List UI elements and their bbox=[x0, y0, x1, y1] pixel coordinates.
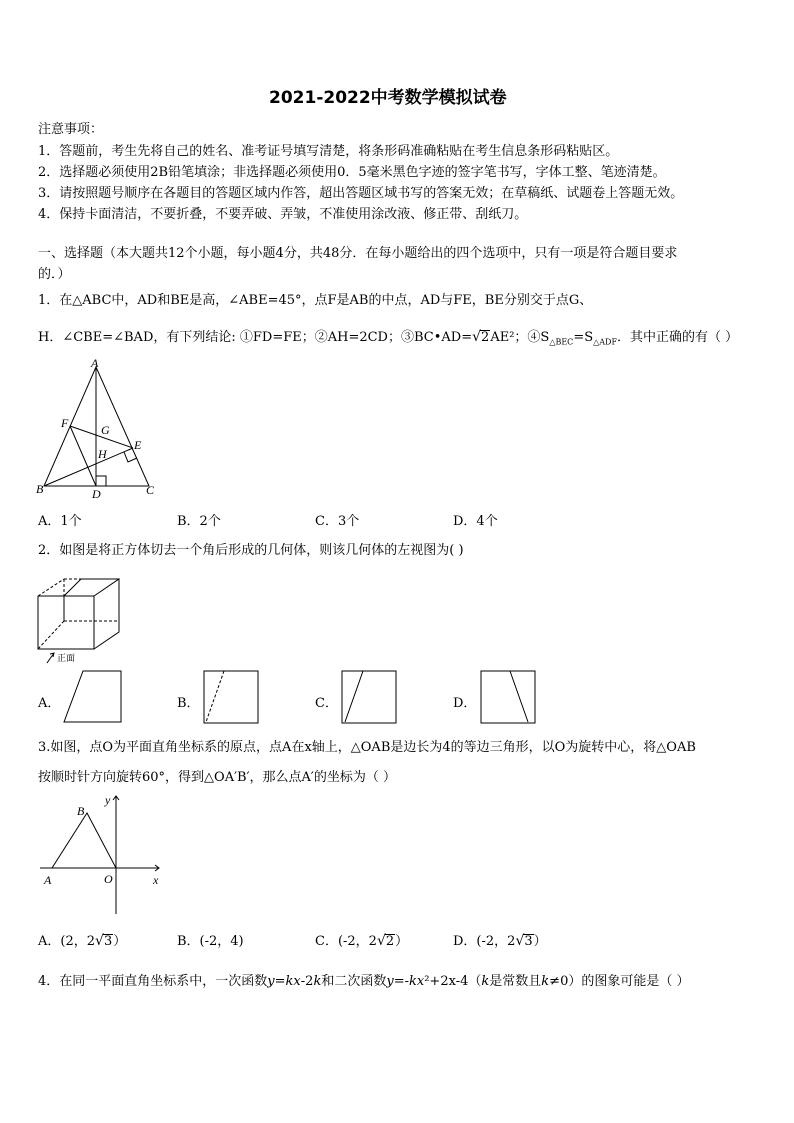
section-heading-line1: 一、选择题（本大题共12个小题，每小题4分，共48分．在每小题给出的四个选项中，只有一项是符合题目要求 bbox=[38, 246, 678, 261]
label-B: B bbox=[36, 482, 44, 496]
label-B: B bbox=[77, 804, 85, 818]
q1-option-d[interactable]: D．4个 bbox=[453, 514, 498, 529]
q3-option-b[interactable]: B．(-2，4) bbox=[177, 934, 244, 949]
label-A: A bbox=[91, 356, 99, 370]
q1-text-line2: H．∠CBE=∠BAD，有下列结论: ①FD=FE；②AH=2CD；③BC•AD=√2AE²；$④S_{\triangle BEC}=S_{\triangle ADF}$．其中正确的有（ ） bbox=[38, 329, 739, 347]
label-F: F bbox=[61, 416, 69, 430]
page-title: 2021-2022中考数学模拟试卷 bbox=[269, 88, 507, 108]
q2-cube-figure bbox=[34, 575, 134, 665]
q2-option-d-shape bbox=[480, 670, 538, 725]
q3-option-a[interactable]: A．(2，2√3） bbox=[38, 933, 127, 949]
q1-triangle-figure bbox=[30, 355, 170, 500]
q1-option-c[interactable]: C．3个 bbox=[315, 514, 360, 529]
label-E: E bbox=[134, 438, 142, 452]
label-A: A bbox=[44, 873, 52, 887]
q3-text-line2: 按顺时针方向旋转60°，得到△OA′B′，那么点A′的坐标为（ ） bbox=[38, 770, 397, 785]
label-x: x bbox=[153, 873, 159, 887]
sqrt-2: 2 bbox=[481, 330, 490, 345]
q3-coordinate-figure bbox=[34, 790, 169, 920]
q2-option-b[interactable]: B． bbox=[177, 696, 200, 711]
section-heading-line2: 的．） bbox=[38, 267, 71, 282]
label-O: O bbox=[104, 872, 113, 886]
q2-text: 2．如图是将正方体切去一个角后形成的几何体，则该几何体的左视图为( ) bbox=[38, 543, 464, 558]
q3-text-line1: 3.如图，点O为平面直角坐标系的原点，点A在x轴上，△OAB是边长为4的等边三角形，以O为旋转中心，将△OAB bbox=[38, 740, 696, 755]
label-D: D bbox=[92, 487, 101, 501]
q3-option-c[interactable]: C．(-2，2√2） bbox=[315, 933, 409, 949]
q2-option-c-shape bbox=[341, 670, 399, 725]
label-G: G bbox=[101, 423, 110, 437]
q1-option-b[interactable]: B．2个 bbox=[177, 514, 221, 529]
notice-item-4: 4．保持卡面清洁，不要折叠，不要弄破、弄皱，不准使用涂改液、修正带、刮纸刀。 bbox=[38, 207, 528, 222]
label-y: y bbox=[105, 793, 111, 807]
q1-text-line1: 1．在△ABC中，AD和BE是高，∠ABE=45°，点F是AB的中点，AD与FE，BE分别交于点G、 bbox=[38, 293, 593, 308]
q2-option-a-shape bbox=[62, 670, 124, 725]
q2-option-c[interactable]: C． bbox=[315, 696, 338, 711]
label-H: H bbox=[98, 447, 107, 461]
label-C: C bbox=[146, 483, 155, 497]
q1-option-a[interactable]: A．1个 bbox=[38, 514, 82, 529]
notice-item-1: 1．答题前，考生先将自己的姓名、准考证号填写清楚，将条形码准确粘贴在考生信息条形码粘贴区。 bbox=[38, 144, 619, 159]
q2-option-d[interactable]: D． bbox=[453, 696, 477, 711]
q4-text: 4．在同一平面直角坐标系中，一次函数y=kx-2k和二次函数y=-kx²+2x-4（k是常数且k≠0）的图象可能是（ ） bbox=[38, 974, 690, 989]
notice-item-2: 2．选择题必须使用2B铅笔填涂；非选择题必须使用0．5毫米黑色字迹的签字笔书写，字体工整、笔迹清楚。 bbox=[38, 165, 666, 180]
q3-option-d[interactable]: D．(-2，2√3） bbox=[453, 933, 547, 949]
front-label: 正面 bbox=[57, 654, 76, 664]
notice-heading: 注意事项： bbox=[38, 122, 104, 137]
notice-item-3: 3．请按照题号顺序在各题目的答题区域内作答，超出答题区域书写的答案无效；在草稿纸、试题卷上答题无效。 bbox=[38, 186, 684, 201]
q2-option-a[interactable]: A． bbox=[38, 696, 61, 711]
q2-option-b-shape bbox=[203, 670, 261, 725]
